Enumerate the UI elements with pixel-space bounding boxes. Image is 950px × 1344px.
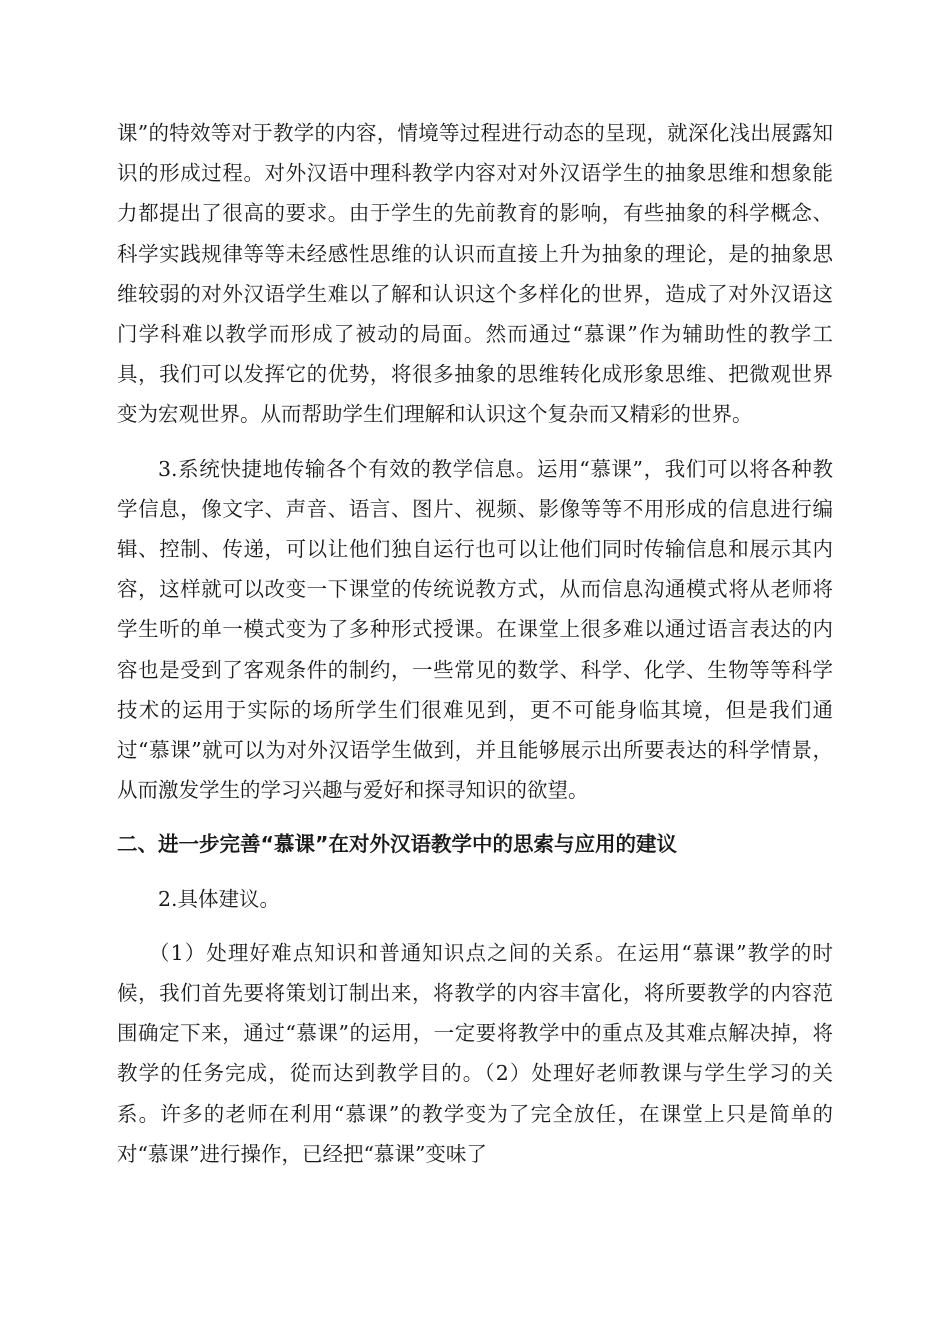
paragraph-specific-suggestions: 2.具体建议。 <box>158 886 281 911</box>
paragraph-suggestion-details: （1）处理好难点知识和普通知识点之间的关系。在运用“慕课”教学的时候，我们首先要将策划订制出来，将教学的内容丰富化，将所要教学的内容范围确定下来，通过“慕课”的运用，一定要将教学中的重点及其难点解决掉，将教学的任务完成，從而达到教学目的。（2）处理好老师教课与学生学习的关系。许多的老师在利用“慕课”的教学变为了完全放任，在课堂上只是简单的对“慕课”进行操作，已经把“慕课”变味了 <box>117 940 833 1166</box>
document-page <box>117 113 833 1174</box>
paragraph-information-transmission: 3.系统快捷地传输各个有效的教学信息。运用“慕课”，我们可以将各种教学信息，像文字、声音、语言、图片、视频、影像等等不用形成的信息进行编辑、控制、传递，可以让他们独自运行也可以让他们同时传输信息和展示其内容，这样就可以改变一下课堂的传统说教方式，从而信息沟通模式将从老师将学生听的单一模式变为了多种形式授课。在课堂上很多难以通过语言表达的内容也是受到了客观条件的制约，一些常见的数学、科学、化学、生物等等科学技术的运用于实际的场所学生们很难见到，更不可能身临其境，但是我们通过“慕课”就可以为对外汉语学生做到，并且能够展示出所要表达的科学情景，从而激发学生的学习兴趣与爱好和探寻知识的欲望。 <box>117 456 833 803</box>
section-heading: 二、进一步完善“慕课”在对外汉语教学中的思索与应用的建议 <box>117 832 677 857</box>
paragraph-mooc-visualization: 课”的特效等对于教学的内容，情境等过程进行动态的呈现，就深化浅出展露知识的形成过程。对外汉语中理科教学内容对对外汉语学生的抽象思维和想象能力都提出了很高的要求。由于学生的先前教育的影响，有些抽象的科学概念、科学实践规律等等未经感性思维的认识而直接上升为抽象的理论，是的抽象思维较弱的对外汉语学生难以了解和认识这个多样化的世界，造成了对外汉语这门学科难以教学而形成了被动的局面。然而通过“慕课”作为辅助性的教学工具，我们可以发挥它的优势，将很多抽象的思维转化成形象思维、把微观世界变为宏观世界。从而帮助学生们理解和认识这个复杂而又精彩的世界。 <box>117 121 833 427</box>
